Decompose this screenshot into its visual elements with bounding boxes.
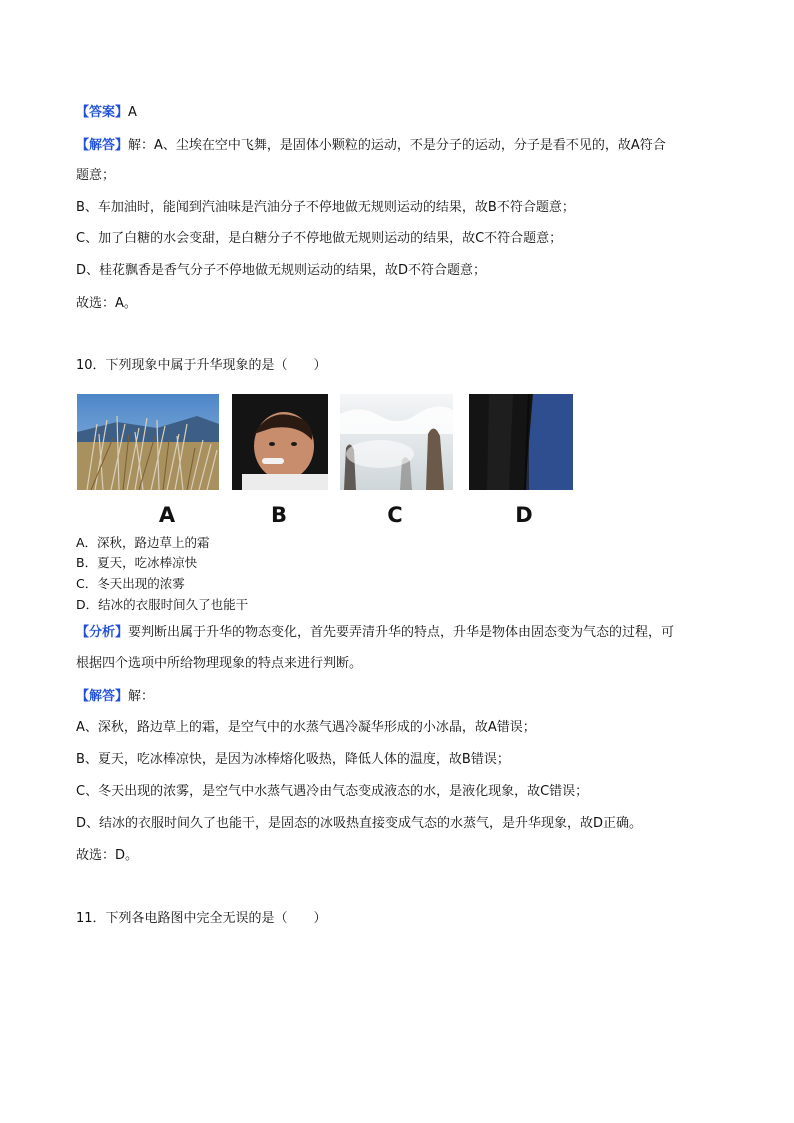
frost-grass-photo	[77, 394, 219, 490]
q10-option-b: B．夏天，吃冰棒凉快	[76, 555, 198, 570]
solution-intro-text: 解：	[128, 689, 155, 704]
q11-question: 11．下列各电路图中完全无误的是（ ）	[76, 911, 327, 926]
q10-solution-line-1: A、深秋，路边草上的霜，是空气中的水蒸气遇冷凝华形成的小冰晶，故A错误；	[76, 720, 536, 735]
q9-solution-line-4: D、桂花飘香是香气分子不停地做无规则运动的结果，故D不符合题意；	[76, 263, 487, 278]
q10-question: 10．下列现象中属于升华现象的是（ ）	[76, 358, 327, 373]
q10-solution-line-3: C、冬天出现的浓雾，是空气中水蒸气遇冷由气态变成液态的水，是液化现象，故C错误；	[76, 784, 589, 799]
answer-tag: 【答案】	[76, 105, 129, 120]
q9-solution-line-1b: 题意；	[76, 168, 116, 183]
q10-conclusion: 故选：D。	[76, 848, 139, 863]
frozen-clothes-photo	[469, 394, 573, 490]
solution-text: 解：A、尘埃在空中飞舞，是固体小颗粒的运动，不是分子的运动，分子是看不见的，故A符合	[128, 138, 666, 153]
q10-solution-intro	[76, 688, 154, 706]
q10-analysis-line-1	[76, 624, 674, 642]
image-label-d: D	[515, 503, 533, 527]
dense-fog-photo	[340, 394, 453, 490]
image-label-b: B	[270, 503, 287, 527]
q10-analysis-line-2: 根据四个选项中所给物理现象的特点来进行判断。	[76, 656, 363, 671]
analysis-text: 要判断出属于升华的物态变化，首先要弄清升华的特点，升华是物体由固态变为气态的过程，可	[128, 625, 675, 640]
q9-solution-line-1	[76, 137, 666, 155]
q9-solution-line-3: C、加了白糖的水会变甜，是白糖分子不停地做无规则运动的结果，故C不符合题意；	[76, 231, 563, 246]
q10-solution-line-2: B、夏天，吃冰棒凉快，是因为冰棒熔化吸热，降低人体的温度，故B错误；	[76, 752, 510, 767]
image-label-c: C	[387, 503, 403, 527]
q10-option-a: A．深秋，路边草上的霜	[76, 535, 210, 550]
q10-option-c: C．冬天出现的浓雾	[76, 576, 185, 591]
q10-solution-line-4: D、结冰的衣服时间久了也能干，是固态的冰吸热直接变成气态的水蒸气，是升华现象，故D正确。	[76, 816, 643, 831]
q10-option-d: D．结冰的衣服时间久了也能干	[76, 597, 249, 612]
image-label-a: A	[158, 503, 176, 527]
q9-answer-line	[76, 104, 137, 122]
solution-tag: 【解答】	[76, 689, 129, 704]
q9-conclusion: 故选：A。	[76, 296, 137, 311]
child-ice-pop-photo	[232, 394, 328, 490]
solution-tag: 【解答】	[76, 138, 129, 153]
q9-solution-line-2: B、车加油时，能闻到汽油味是汽油分子不停地做无规则运动的结果，故B不符合题意；	[76, 200, 575, 215]
answer-value: A	[128, 105, 137, 120]
analysis-tag: 【分析】	[76, 625, 129, 640]
